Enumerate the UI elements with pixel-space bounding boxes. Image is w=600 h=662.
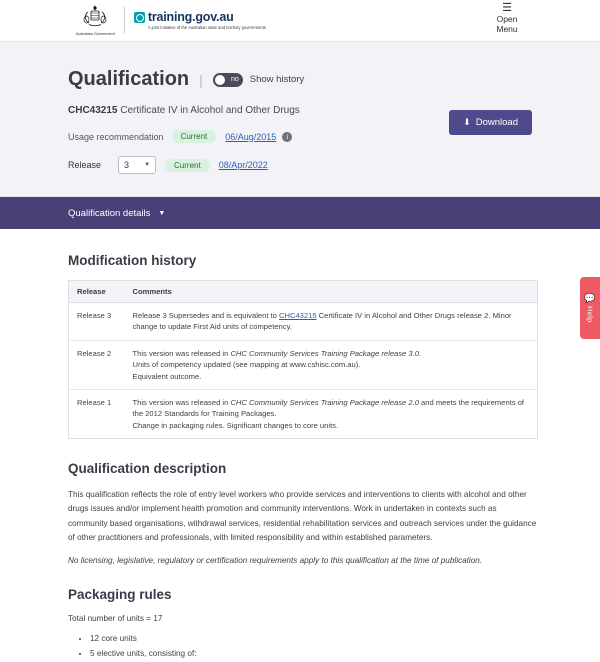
table-body: [69, 303, 538, 439]
comment-line-1-pre: This version was released in: [132, 397, 231, 407]
page-title: Qualification: [68, 68, 190, 90]
comment-line-3: Equivalent outcome.: [132, 371, 202, 381]
qualification-description-heading: Qualification description: [68, 461, 227, 477]
cell-release: Release 3: [69, 303, 125, 341]
modification-history-table: [68, 280, 538, 439]
chevron-down-icon: ▼: [144, 162, 151, 168]
release-label: Release: [68, 160, 102, 170]
packaging-total-units: Total number of units = 17: [68, 613, 163, 623]
training-gov-brand[interactable]: [134, 10, 266, 30]
usage-status-badge: Current: [172, 130, 217, 143]
qualification-details-accordion[interactable]: [0, 197, 600, 229]
brand-tagline: A joint initiative of the Australian state and territory governments: [147, 25, 266, 31]
table-row: [69, 389, 538, 438]
toggle-knob: [215, 75, 225, 85]
chevron-down-icon: ▼: [158, 209, 166, 217]
release-date-link[interactable]: 08/Apr/2022: [218, 160, 268, 170]
comment-line-1-pre: This version was released in: [132, 348, 231, 358]
download-button[interactable]: [449, 110, 532, 135]
packaging-rules-section: [68, 587, 538, 662]
packaging-rules-heading: Packaging rules: [68, 586, 172, 602]
table-header-row: [69, 281, 538, 303]
help-tab-label: Help: [585, 305, 595, 323]
help-tab-button[interactable]: [580, 277, 600, 339]
coat-of-arms-icon: [78, 4, 112, 30]
usage-date-link[interactable]: 06/Aug/2015: [225, 131, 277, 142]
crest-label: Australian Government: [76, 32, 115, 37]
release-select-value: 3: [124, 160, 130, 170]
list-item: • 12 core units: [90, 631, 538, 647]
cell-release: Release 1: [77, 397, 112, 407]
column-header-release: Release: [69, 281, 125, 303]
comment-line-2: Change in packaging rules. Significant changes to core units.: [132, 420, 339, 430]
comment-line-1-italic: CHC Community Services Training Package release 3.0: [230, 348, 419, 358]
cell-comments: [125, 303, 538, 341]
usage-recommendation-label: Usage recommendation: [68, 131, 164, 142]
cell-comments: [125, 340, 538, 389]
australian-government-crest: [76, 4, 115, 36]
cell-release: Release 2: [69, 340, 125, 389]
show-history-label: Show history: [249, 74, 305, 85]
qualification-name: Certificate IV in Alcohol and Other Drugs: [120, 105, 300, 116]
open-menu-label-1: Open: [496, 14, 518, 24]
site-header: [0, 0, 600, 42]
comment-line-1-italic: CHC Community Services Training Package release 2.0: [230, 397, 419, 407]
table-row: [69, 340, 538, 389]
brand-name: training.gov.au: [147, 10, 234, 25]
hamburger-icon: ☰: [502, 2, 512, 14]
release-status-badge: Current: [165, 159, 210, 172]
main-content: [0, 229, 600, 662]
speech-bubble-icon: 💬: [584, 292, 596, 303]
hero-section: [0, 42, 600, 197]
column-header-comments: Comments: [125, 281, 538, 303]
logo-group[interactable]: [76, 4, 266, 36]
download-icon: ⬇: [463, 117, 471, 127]
comment-line-1-post: and meets the requirements of the 2012 Standards for Training Packages.: [132, 397, 525, 419]
comment-line-2: Units of competency updated (see mapping at www.cshisc.com.au).: [132, 360, 361, 370]
qualification-code: CHC43215: [68, 105, 118, 116]
table-head: [69, 281, 538, 303]
modification-history-heading: Modification history: [68, 253, 197, 268]
info-icon[interactable]: i: [282, 132, 292, 142]
packaging-unit-list: [68, 631, 538, 662]
qualification-details-label: Qualification details: [68, 207, 151, 219]
header-divider: [124, 7, 125, 33]
cell-comments: [125, 389, 538, 438]
list-item: • 5 elective units, consisting of:: [90, 646, 538, 662]
qualification-description-text: This qualification reflects the role of entry level workers who provide services and interventions to clients with alcohol and other drugs issues and/or implement health promotion and community interventions. Work in undertaken in contexts such as community based organisations, withdrawal services, residential rehabilitation services and outreach services under the guidance of other practitioners and professionals, with limited responsibility and within established parameters.: [68, 490, 537, 543]
comment-text-pre: Release 3 Supersedes and is equivalent to: [132, 311, 279, 320]
open-menu-label-2: Menu: [496, 24, 518, 34]
toggle-state-label: no: [230, 75, 239, 83]
comment-line-1-post: .: [418, 348, 422, 358]
open-menu-button[interactable]: [484, 3, 530, 34]
download-label: Download: [475, 117, 518, 128]
title-row: [68, 68, 532, 91]
brand-mark-icon: [134, 12, 145, 23]
release-select[interactable]: [118, 156, 156, 174]
table-row: [69, 303, 538, 341]
release-row: [68, 156, 532, 174]
qualification-description-section: [68, 461, 538, 564]
qualification-link[interactable]: CHC43215: [279, 311, 317, 320]
qualification-licensing-note: No licensing, legislative, regulatory or certification requirements apply to this qualification at the time of publication.: [68, 555, 483, 565]
title-separator: |: [199, 71, 203, 88]
comment-text-post: Certificate IV in Alcohol and Other Drugs release 2. Minor change to update First Aid units of competency.: [132, 311, 512, 332]
show-history-toggle[interactable]: [213, 73, 243, 87]
